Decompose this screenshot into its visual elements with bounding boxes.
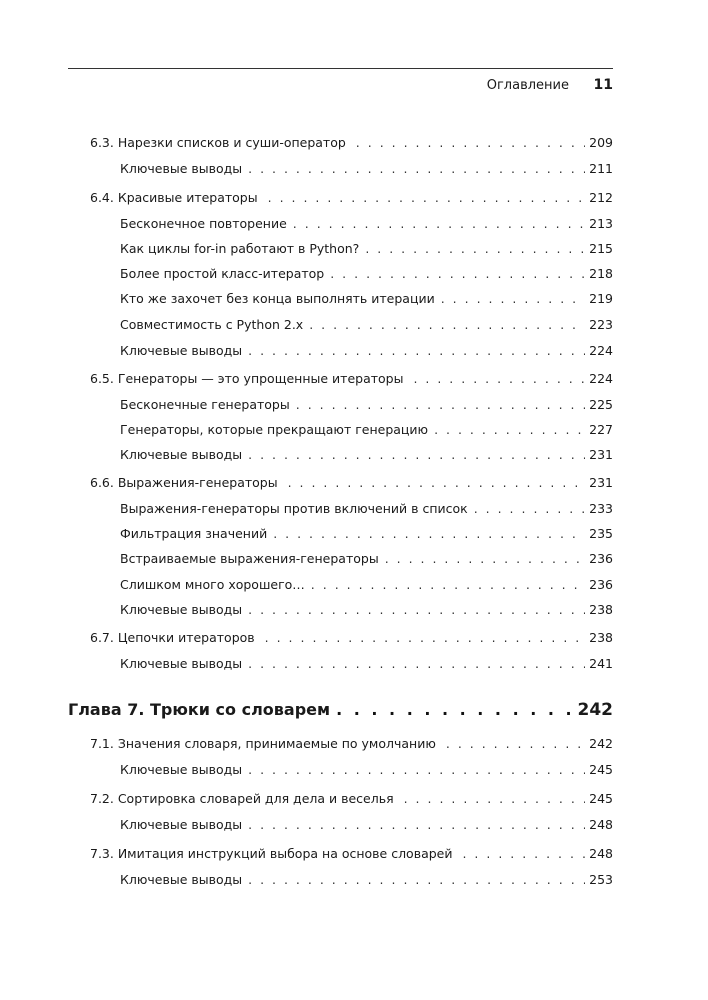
toc-entry-page: 213 — [589, 216, 613, 231]
toc-entry-sub — [120, 577, 613, 592]
toc-entry-page: 219 — [589, 291, 613, 306]
header-title: Оглавление — [486, 78, 569, 93]
toc-entry-page: 248 — [589, 817, 613, 832]
toc-entry-title: Кто же захочет без конца выполнять итерации — [120, 291, 435, 306]
toc-entry-section — [90, 190, 613, 205]
toc-entry-page: 231 — [589, 475, 613, 490]
toc-entry-title: Как циклы for-in работают в Python? — [120, 241, 360, 256]
dot-leader — [413, 371, 585, 386]
toc-entry-page: 211 — [589, 161, 613, 176]
dot-leader — [268, 190, 586, 205]
toc-entry-page: 212 — [589, 190, 613, 205]
dot-leader — [248, 161, 585, 176]
toc-entry-sub — [120, 447, 613, 462]
dot-leader — [296, 397, 585, 412]
toc-entry-title: Фильтрация значений — [120, 526, 268, 541]
toc-entry-sub — [120, 241, 613, 256]
toc-entry-page: 215 — [589, 241, 613, 256]
toc-entry-page: 209 — [589, 135, 613, 150]
toc-entry-title: Выражения-генераторы против включений в список — [120, 501, 468, 516]
toc-entry-title: Ключевые выводы — [120, 656, 243, 671]
dot-leader — [248, 602, 585, 617]
toc-entry-section — [90, 630, 613, 645]
toc-entry-sub — [120, 551, 613, 566]
toc-entry-page: 248 — [589, 846, 613, 861]
toc-entry-page: 218 — [589, 266, 613, 281]
toc-entry-section — [90, 846, 613, 861]
toc-entry-title: 6.3. Нарезки списков и суши-оператор — [90, 135, 346, 150]
toc-entry-sub — [120, 656, 613, 671]
toc-entry-page: 236 — [589, 551, 613, 566]
toc-entry-page: 242 — [589, 736, 613, 751]
dot-leader — [311, 577, 585, 592]
toc-entry-page: 227 — [589, 422, 613, 437]
dot-leader — [248, 762, 585, 777]
toc-entry-page: 241 — [589, 656, 613, 671]
toc-entry-sub — [120, 501, 613, 516]
toc-entry-sub — [120, 872, 613, 887]
dot-leader — [474, 501, 585, 516]
toc-entry-sub — [120, 602, 613, 617]
toc-entry-sub — [120, 526, 613, 541]
toc-entry-sub — [120, 161, 613, 176]
toc-entry-section — [90, 736, 613, 751]
toc-entry-page: 235 — [589, 526, 613, 541]
toc-entry-title: 7.3. Имитация инструкций выбора на основе словарей — [90, 846, 453, 861]
toc-entry-page: 242 — [577, 700, 613, 720]
dot-leader — [293, 216, 585, 231]
dot-leader — [248, 872, 585, 887]
dot-leader — [365, 241, 585, 256]
toc-entry-section — [90, 475, 613, 490]
dot-leader — [446, 736, 585, 751]
toc-entry-section — [90, 135, 613, 150]
toc-entry-sub — [120, 216, 613, 231]
header-page-number: 11 — [593, 77, 613, 93]
dot-leader — [462, 846, 585, 861]
toc-entry-title: Ключевые выводы — [120, 817, 243, 832]
toc-entry-title: Ключевые выводы — [120, 447, 243, 462]
toc-entry-title: Слишком много хорошего… — [120, 577, 305, 592]
toc-entry-title: Глава 7. Трюки со словарем — [68, 700, 331, 719]
toc-entry-sub — [120, 291, 613, 306]
toc-entry-chapter — [68, 700, 613, 720]
toc-entry-page: 223 — [589, 317, 613, 332]
toc-entry-title: Ключевые выводы — [120, 762, 243, 777]
toc-entry-page: 238 — [589, 630, 613, 645]
toc-entry-page: 236 — [589, 577, 613, 592]
dot-leader — [309, 317, 585, 332]
toc-entry-title: 6.4. Красивые итераторы — [90, 190, 258, 205]
toc-entry-page: 224 — [589, 343, 613, 358]
toc-entry-title: Ключевые выводы — [120, 161, 243, 176]
toc-entry-title: Совместимость с Python 2.x — [120, 317, 304, 332]
toc-entry-page: 253 — [589, 872, 613, 887]
toc-entry-title: Бесконечные генераторы — [120, 397, 290, 412]
dot-leader — [434, 422, 585, 437]
toc-entry-section — [90, 791, 613, 806]
running-header — [68, 68, 613, 93]
dot-leader — [288, 475, 586, 490]
toc-entry-title: Ключевые выводы — [120, 343, 243, 358]
dot-leader — [441, 291, 585, 306]
toc-entry-page: 225 — [589, 397, 613, 412]
toc-entry-page: 238 — [589, 602, 613, 617]
dot-leader — [273, 526, 585, 541]
dot-leader — [385, 551, 585, 566]
dot-leader — [330, 266, 585, 281]
dot-leader — [248, 817, 585, 832]
toc-entry-title: 6.5. Генераторы — это упрощенные итераторы — [90, 371, 404, 386]
dot-leader — [404, 791, 586, 806]
toc-entry-sub — [120, 817, 613, 832]
toc-entry-sub — [120, 397, 613, 412]
toc-entry-page: 245 — [589, 791, 613, 806]
toc-entry-sub — [120, 343, 613, 358]
dot-leader — [248, 343, 585, 358]
toc-entry-title: Встраиваемые выражения-генераторы — [120, 551, 379, 566]
toc-entry-title: Ключевые выводы — [120, 602, 243, 617]
dot-leader — [336, 700, 573, 719]
toc-entry-page: 224 — [589, 371, 613, 386]
toc-entry-title: Более простой класс-итератор — [120, 266, 325, 281]
toc-entry-sub — [120, 422, 613, 437]
toc-entry-sub — [120, 317, 613, 332]
toc-entry-title: 7.1. Значения словаря, принимаемые по умолчанию — [90, 736, 436, 751]
toc-entry-title: 7.2. Сортировка словарей для дела и веселья — [90, 791, 394, 806]
toc-entry-page: 233 — [589, 501, 613, 516]
dot-leader — [356, 135, 585, 150]
toc-entry-title: Бесконечное повторение — [120, 216, 287, 231]
dot-leader — [248, 656, 585, 671]
dot-leader — [248, 447, 585, 462]
toc-entry-sub — [120, 266, 613, 281]
toc-entry-title: 6.6. Выражения-генераторы — [90, 475, 278, 490]
toc-entry-title: 6.7. Цепочки итераторов — [90, 630, 255, 645]
toc-entry-section — [90, 371, 613, 386]
toc-entry-sub — [120, 762, 613, 777]
dot-leader — [265, 630, 585, 645]
toc-entry-page: 231 — [589, 447, 613, 462]
toc-entry-title: Генераторы, которые прекращают генерацию — [120, 422, 429, 437]
toc-entry-title: Ключевые выводы — [120, 872, 243, 887]
toc-entry-page: 245 — [589, 762, 613, 777]
